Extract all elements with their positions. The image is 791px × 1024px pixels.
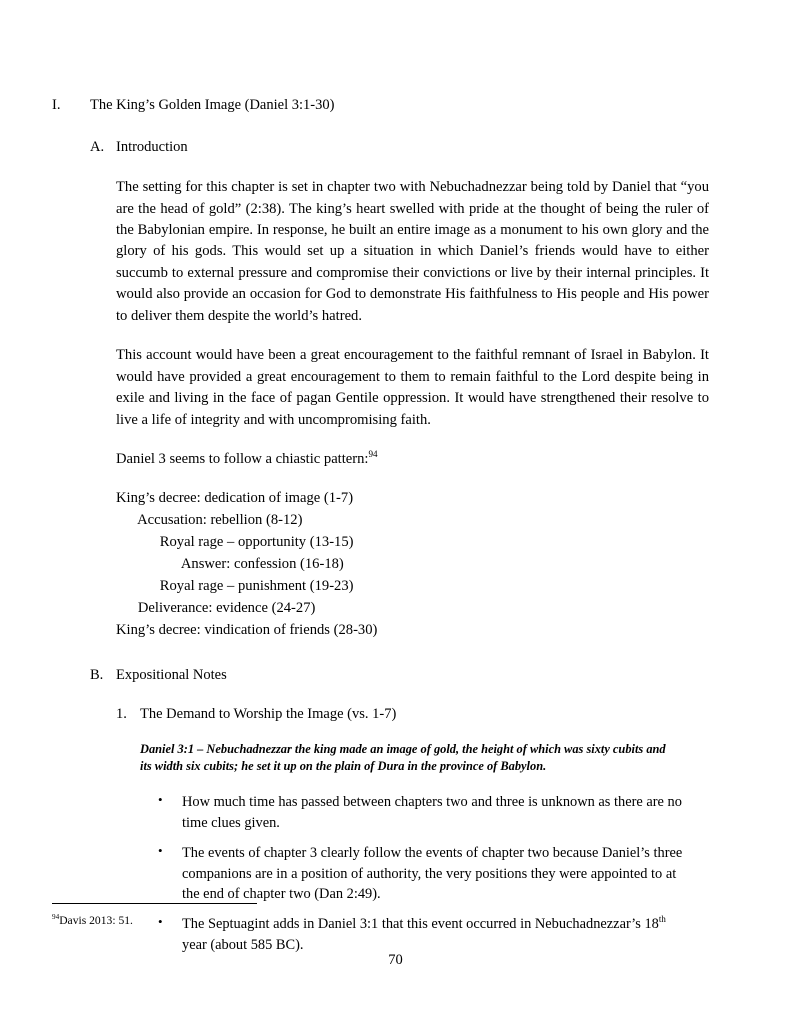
chiasm-line: Answer: confession (16-18) bbox=[116, 556, 344, 573]
outline-marker-a: A. bbox=[90, 138, 105, 155]
footnote-number: 94 bbox=[52, 913, 60, 922]
chiasm-line: Deliverance: evidence (24-27) bbox=[116, 599, 316, 616]
outline-marker-1: 1. bbox=[116, 706, 127, 723]
scripture-quote: Daniel 3:1 – Nebuchadnezzar the king made an image of gold, the height of which was sixty cubits and its width six cubits; he set it up on the plain of Dura in the province of Babylon. bbox=[140, 741, 666, 774]
outline-section-a bbox=[90, 138, 717, 158]
outline-title-a: Introduction bbox=[116, 138, 188, 155]
list-item bbox=[156, 843, 693, 906]
outline-title-b: Expositional Notes bbox=[116, 666, 227, 683]
chiasm-line: Accusation: rebellion (8-12) bbox=[116, 512, 303, 529]
chiasm-line: King’s decree: vindication of friends (28-30) bbox=[116, 621, 378, 638]
chiasm-line: Royal rage – punishment (19-23) bbox=[116, 577, 354, 594]
list-item-text: The Septuagint adds in Daniel 3:1 that this event occurred in Nebuchadnezzar’s 18 bbox=[182, 916, 659, 933]
list-item bbox=[156, 792, 693, 834]
outline-marker-b: B. bbox=[90, 666, 104, 683]
list-item-text-tail: year (about 585 BC). bbox=[182, 937, 304, 954]
page-number: 70 bbox=[388, 952, 403, 968]
ordinal-suffix: th bbox=[658, 914, 666, 925]
list-item-text: How much time has passed between chapters two and three is unknown as there are no time clues given. bbox=[182, 793, 682, 831]
outline-subsection-1 bbox=[116, 705, 717, 725]
list-item-text: The events of chapter 3 clearly follow the events of chapter two because Daniel’s three companions are in a position of authority, the very positions they were appointed to at the end of chapter two (Dan 2:49). bbox=[182, 844, 683, 903]
chiasm-line: King’s decree: dedication of image (1-7) bbox=[116, 490, 354, 507]
chiasm-line: Royal rage – opportunity (13-15) bbox=[116, 534, 354, 551]
footnote-text: Davis 2013: 51. bbox=[59, 913, 133, 927]
outline-title-1: The Demand to Worship the Image (vs. 1-7) bbox=[140, 706, 397, 723]
outline-marker-i: I. bbox=[52, 97, 61, 113]
bullet-list bbox=[156, 792, 693, 956]
outline-section-b bbox=[90, 666, 717, 686]
footnote-separator bbox=[52, 903, 257, 904]
chiastic-structure bbox=[116, 488, 717, 641]
list-item bbox=[156, 914, 693, 956]
outline-section-i bbox=[52, 96, 717, 116]
footnote-reference-94: 94 bbox=[368, 449, 378, 460]
chiastic-pattern-intro bbox=[116, 449, 709, 470]
chiastic-pattern-text: Daniel 3 seems to follow a chiastic pattern: bbox=[116, 450, 369, 467]
paragraph-introduction-1: The setting for this chapter is set in chapter two with Nebuchadnezzar being told by Daniel that “you are the head of gold” (2:38). The king’s heart swelled with pride at the thought of being the ruler of the Babylonian empire. In response, he built an entire image as a monument to his own glory and the glory of his gods. This would set up a situation in which Daniel’s friends would have to either succumb to external pressure and compromise their convictions or live by their internal principles. It would also provide an occasion for God to demonstrate His faithfulness to His people and His power to deliver them despite the world’s hatred. bbox=[116, 179, 709, 324]
outline-title-i: The King’s Golden Image (Daniel 3:1-30) bbox=[90, 97, 335, 113]
footnote-94 bbox=[52, 913, 133, 928]
paragraph-introduction-2: This account would have been a great encouragement to the faithful remnant of Israel in Babylon. It would have provided a great encouragement to them to remain faithful to the Lord despite being in exile and living in the face of pagan Gentile oppression. It would have strengthened their resolve to live a life of integrity and with uncompromising faith. bbox=[116, 347, 709, 428]
